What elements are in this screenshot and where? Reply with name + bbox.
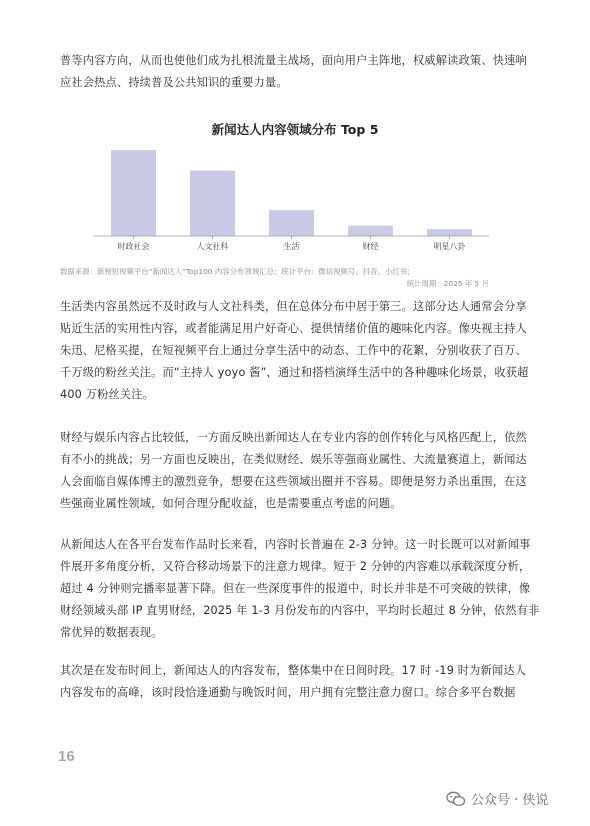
bar-2	[269, 210, 314, 236]
text-line: 千万级的粉丝关注。而“主持人 yoyo 酱”，通过和搭档演绎生活中的各种趣味化场景，收获超	[60, 366, 529, 379]
bar-4	[427, 229, 472, 236]
text-line: 人会面临自媒体博主的激烈竞争，想要在这些领域出圈并不容易。即便是努力杀出重围，在这	[60, 475, 527, 488]
watermark-text: 公众号 · 侠说	[471, 793, 549, 808]
chart-title: 新闻达人内容领域分布 Top 5	[211, 122, 379, 137]
watermark	[446, 789, 548, 808]
x-tick-label: 明星八卦	[433, 242, 466, 251]
x-tick-label: 时政社会	[117, 242, 150, 251]
text-line: 超过 4 分钟则完播率显著下降。但在一些深度事件的报道中，时长并非是不可突破的铁律，像	[60, 582, 531, 595]
text-line: 400 万粉丝关注。	[60, 388, 155, 401]
bar-0	[111, 150, 156, 236]
text-line: 件展开多角度分析，又符合移动场景下的注意力规律。短于 2 分钟的内容难以承载深度分析，	[60, 560, 531, 573]
paragraph-duration	[60, 534, 540, 644]
text-line: 应社会热点、持续普及公共知识的重要力量。	[60, 76, 288, 89]
text-line: 有不小的挑战；另一方面也反映出，在类似财经、娱乐等强商业属性、大流量赛道上，新闻达	[60, 453, 527, 466]
bar-3	[348, 226, 393, 236]
bar-chart	[0, 0, 590, 270]
text-line: 常优异的数据表现。	[60, 626, 163, 639]
paragraph-publish-time	[60, 660, 532, 704]
text-line: 财经领域头部 IP 直男财经，2025 年 1-3 月份发布的内容中，平均时长超过 8 分钟，依然有非	[60, 604, 540, 617]
wechat-icon	[446, 791, 466, 807]
chart-source-period: 统计周期：2025 年 5 月	[406, 279, 489, 288]
text-line: 朱迅、尼格买提，在短视频平台上通过分享生活中的动态、工作中的花絮，分别收获了百万、	[60, 344, 527, 357]
text-line: 内容发布的高峰，该时段恰逢通勤与晚饭时间，用户拥有完整注意力窗口。综合多平台数据	[60, 686, 516, 699]
chart-source-line: 数据来源：新榜短视频平台“新闻达人”Top100 内容分布领域汇总；统计平台：微信视频号、抖音、小红书；	[60, 267, 415, 276]
paragraph-lifestyle	[60, 296, 532, 406]
text-line: 贴近生活的实用性内容，或者能满足用户好奇心、提供情绪价值的趣味化内容。像央视主持人	[60, 322, 527, 335]
x-tick-label: 生活	[283, 242, 300, 251]
text-line: 财经与娱乐内容占比较低，一方面反映出新闻达人在专业内容的创作转化与风格匹配上，依然	[60, 431, 527, 444]
x-tick-label: 人文社科	[196, 242, 229, 251]
x-tick-label: 财经	[362, 242, 379, 251]
text-line: 从新闻达人在各平台发布作品时长来看，内容时长普遍在 2-3 分钟。这一时长既可以对新闻事	[60, 538, 531, 551]
page-number: 16	[58, 748, 75, 765]
paragraph-finance-entertainment	[60, 427, 532, 515]
text-line: 生活类内容虽然远不及时政与人文社科类，但在总体分布中居于第三。这部分达人通常会分享	[60, 300, 527, 313]
text-line: 普等内容方向，从而也使他们成为扎根流量主战场，面向用户主阵地，权威解读政策、快速响	[60, 54, 527, 67]
text-line: 些强商业属性领域，如何合理分配收益，也是需要重点考虑的问题。	[60, 497, 402, 510]
bar-1	[190, 171, 235, 236]
text-line: 其次是在发布时间上，新闻达人的内容发布，整体集中在日间时段。17 时 -19 时为新闻达人	[60, 664, 527, 677]
